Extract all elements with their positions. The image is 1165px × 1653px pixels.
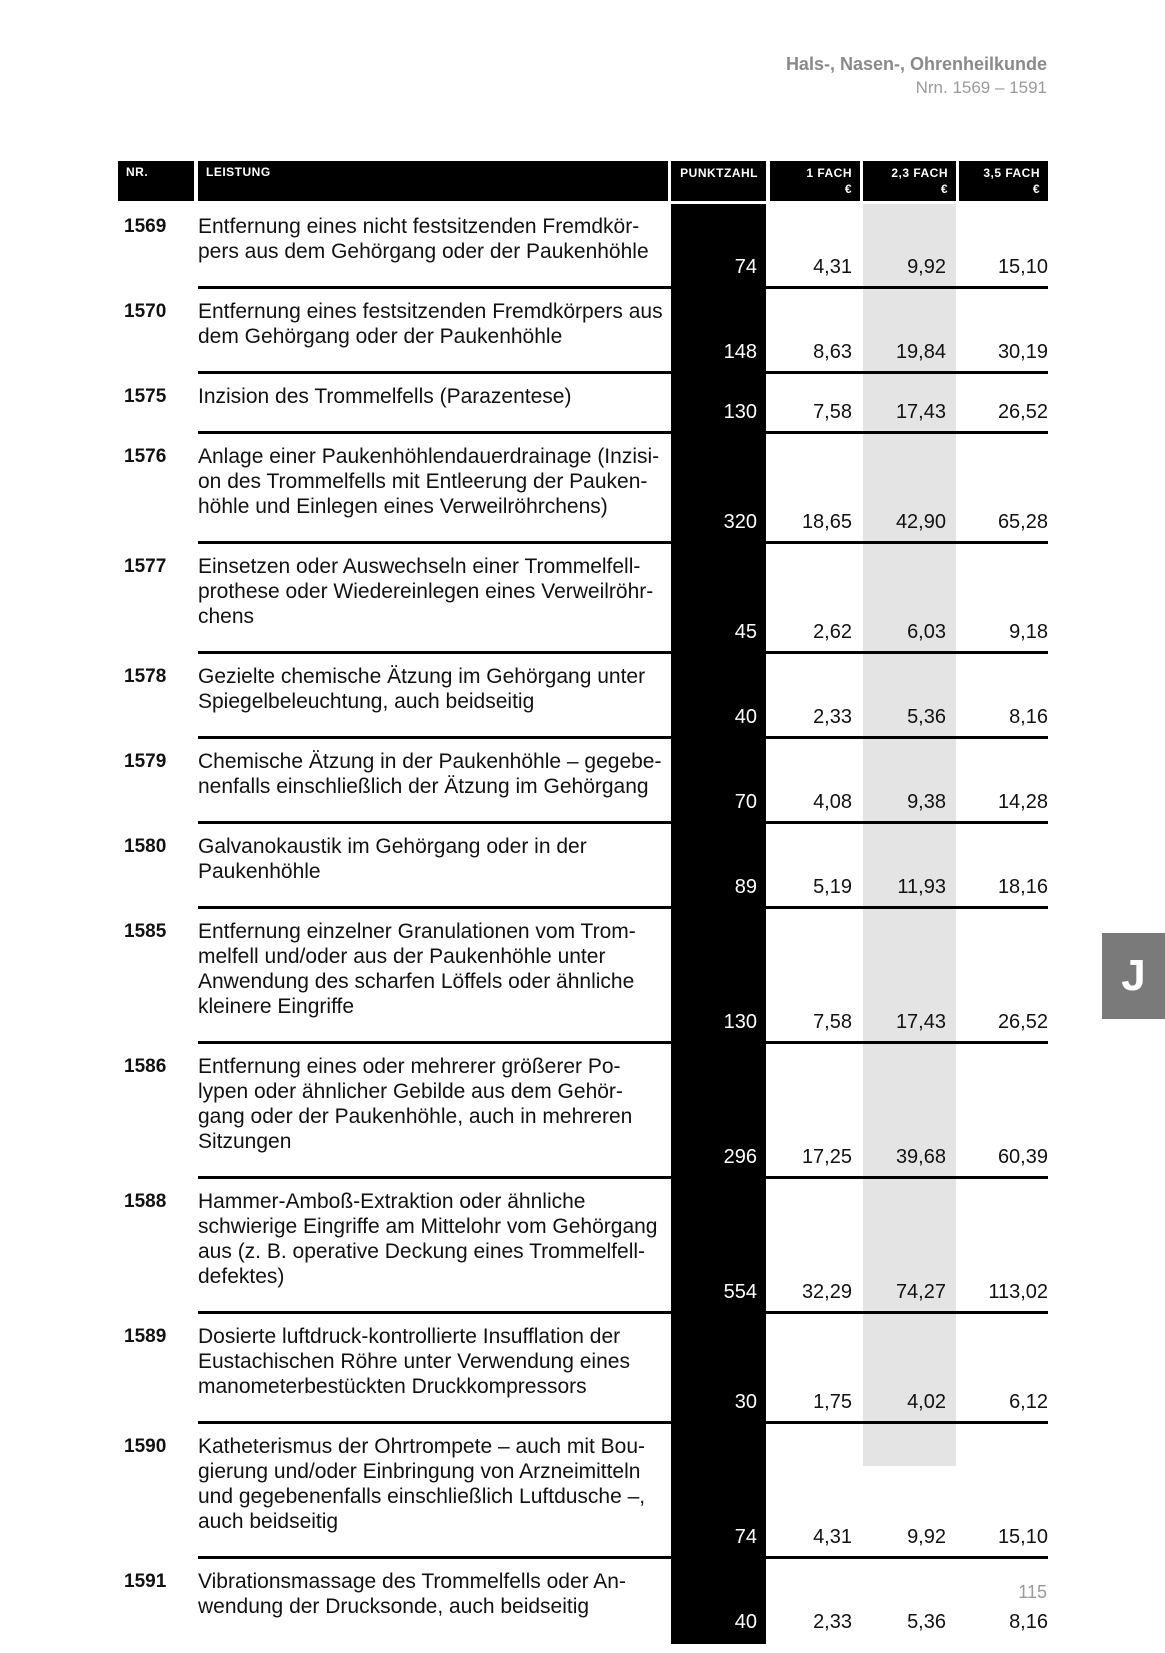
chapter-range: Nrn. 1569 – 1591 <box>915 78 1047 97</box>
fach-1-value: 4,31 <box>813 1526 852 1548</box>
row-description <box>198 214 668 264</box>
table-row <box>0 289 1165 374</box>
fach-1-value: 2,62 <box>813 621 852 643</box>
description-line: manometerbestückten Druckkompressors <box>198 1375 587 1398</box>
punktzahl-value: 70 <box>734 791 757 813</box>
description-line: prothese oder Wiedereinlegen eines Verweilröhr- <box>198 580 654 603</box>
fach-3-5-value: 14,28 <box>997 791 1048 813</box>
chapter-tab: J <box>1102 933 1165 1019</box>
row-number: 1575 <box>124 386 167 407</box>
row-number: 1576 <box>124 446 167 467</box>
fach-3-5-value: 65,28 <box>997 511 1048 533</box>
fach-3-5-value: 9,18 <box>1009 621 1048 643</box>
description-line: Entfernung eines festsitzenden Fremdkörpers aus <box>198 300 663 323</box>
description-line: schwierige Eingriffe am Mittelohr vom Gehörgang <box>198 1215 658 1238</box>
row-number: 1580 <box>124 836 167 857</box>
row-number: 1589 <box>124 1326 167 1347</box>
fach-2-3-value: 74,27 <box>895 1281 946 1303</box>
fach-1-value: 18,65 <box>801 511 852 533</box>
row-number: 1586 <box>124 1056 167 1077</box>
description-line: Anlage einer Paukenhöhlendauerdrainage (Inzisi- <box>198 445 660 468</box>
description-line: Sitzungen <box>198 1130 292 1153</box>
description-line: höhle und Einlegen eines Verweilröhrchens) <box>198 495 608 518</box>
fach-1-value: 5,19 <box>813 876 852 898</box>
fach-1-value: 8,63 <box>813 341 852 363</box>
fach-1-value: 32,29 <box>801 1281 852 1303</box>
fach-3-5-value: 30,19 <box>997 341 1048 363</box>
fach-1-value: 1,75 <box>813 1391 852 1413</box>
punktzahl-value: 320 <box>723 511 757 533</box>
fach-2-3-value: 39,68 <box>895 1146 946 1168</box>
description-line: Chemische Ätzung in der Paukenhöhle – gegebe- <box>198 750 662 773</box>
description-line: Hammer-Amboß-Extraktion oder ähnliche <box>198 1190 586 1213</box>
row-description <box>198 1434 668 1534</box>
header-1-fach <box>770 161 860 201</box>
fach-2-3-value: 4,02 <box>907 1391 946 1413</box>
description-line: nenfalls einschließlich der Ätzung im Gehörgang <box>198 775 649 798</box>
description-line: auch beidseitig <box>198 1510 339 1533</box>
description-line: lypen oder ähnlicher Gebilde aus dem Gehör- <box>198 1080 623 1103</box>
fach-2-3-value: 17,43 <box>895 401 946 423</box>
page-number: 115 <box>1018 1582 1047 1602</box>
row-number: 1577 <box>124 556 167 577</box>
description-line: melfell und/oder aus der Paukenhöhle unter <box>198 945 606 968</box>
row-number: 1570 <box>124 301 167 322</box>
fach-2-3-value: 42,90 <box>895 511 946 533</box>
fach-3-5-value: 26,52 <box>997 401 1048 423</box>
description-line: gang oder der Paukenhöhle, auch in mehreren <box>198 1105 633 1128</box>
header-3-5-fach-currency: € <box>1032 182 1040 196</box>
fach-3-5-value: 8,16 <box>1009 1611 1048 1633</box>
punktzahl-value: 296 <box>723 1146 757 1168</box>
fach-2-3-value: 5,36 <box>907 706 946 728</box>
table-row <box>0 1179 1165 1314</box>
fach-2-3-value: 9,92 <box>907 256 946 278</box>
table-row <box>0 374 1165 434</box>
table-row <box>0 824 1165 909</box>
description-line: Dosierte luftdruck-kontrollierte Insufflation der <box>198 1325 621 1348</box>
fach-1-value: 7,58 <box>813 1011 852 1033</box>
fach-2-3-value: 19,84 <box>895 341 946 363</box>
row-number: 1569 <box>124 216 167 237</box>
punktzahl-value: 74 <box>734 256 757 278</box>
chapter-title: Hals-, Nasen-, Ohrenheilkunde <box>785 54 1047 74</box>
fach-3-5-value: 6,12 <box>1009 1391 1048 1413</box>
description-line: Paukenhöhle <box>198 860 321 883</box>
fach-1-value: 17,25 <box>801 1146 852 1168</box>
row-description <box>198 444 668 519</box>
description-line: Eustachischen Röhre unter Verwendung eines <box>198 1350 630 1373</box>
header-nr: NR. <box>118 161 194 201</box>
description-line: chens <box>198 605 255 628</box>
description-line: aus (z. B. operative Deckung eines Trommelfell- <box>198 1240 646 1263</box>
fach-3-5-value: 8,16 <box>1009 706 1048 728</box>
table-row <box>0 909 1165 1044</box>
row-description <box>198 1324 668 1399</box>
description-line: pers aus dem Gehörgang oder der Paukenhöhle <box>198 240 649 263</box>
description-line: Inzision des Trommelfells (Parazentese) <box>198 385 572 408</box>
header-3-5-fach-label: 3,5 FACH <box>983 166 1040 180</box>
table-row <box>0 204 1165 289</box>
header-1-fach-label: 1 FACH <box>806 166 852 180</box>
description-line: und gegebenenfalls einschließlich Luftdusche –, <box>198 1485 646 1508</box>
fach-2-3-value: 6,03 <box>907 621 946 643</box>
table-row <box>0 1044 1165 1179</box>
description-line: on des Trommelfells mit Entleerung der Pauken- <box>198 470 648 493</box>
table-row <box>0 739 1165 824</box>
row-description <box>198 834 668 884</box>
fach-3-5-value: 26,52 <box>997 1011 1048 1033</box>
description-line: Gezielte chemische Ätzung im Gehörgang unter <box>198 665 646 688</box>
fach-3-5-value: 15,10 <box>997 256 1048 278</box>
description-line: Katheterismus der Ohrtrompete – auch mit Bou- <box>198 1435 646 1458</box>
page-header <box>786 52 1047 100</box>
row-number: 1579 <box>124 751 167 772</box>
row-number: 1588 <box>124 1191 167 1212</box>
punktzahl-value: 30 <box>734 1391 757 1413</box>
row-description <box>198 749 668 799</box>
header-2-3-fach-currency: € <box>940 182 948 196</box>
punktzahl-value: 40 <box>734 1611 757 1633</box>
fach-2-3-value: 17,43 <box>895 1011 946 1033</box>
description-line: Anwendung des scharfen Löffels oder ähnliche <box>198 970 635 993</box>
header-leistung: LEISTUNG <box>198 161 668 201</box>
row-description <box>198 1569 668 1619</box>
header-punktzahl-label: PUNKTZAHL <box>680 166 758 180</box>
table-row <box>0 654 1165 739</box>
punktzahl-value: 130 <box>723 1011 757 1033</box>
description-line: Einsetzen oder Auswechseln einer Trommelfell- <box>198 555 641 578</box>
header-1-fach-currency: € <box>844 182 852 196</box>
fach-2-3-value: 9,38 <box>907 791 946 813</box>
punktzahl-value: 89 <box>734 876 757 898</box>
fach-1-value: 4,08 <box>813 791 852 813</box>
fach-1-value: 2,33 <box>813 1611 852 1633</box>
description-line: kleinere Eingriffe <box>198 995 355 1018</box>
fach-3-5-value: 15,10 <box>997 1526 1048 1548</box>
row-number: 1590 <box>124 1436 167 1457</box>
row-number: 1578 <box>124 666 167 687</box>
table-row <box>0 1424 1165 1559</box>
description-line: defektes) <box>198 1265 285 1288</box>
description-line: Entfernung eines oder mehrerer größerer Po- <box>198 1055 621 1078</box>
punktzahl-value: 40 <box>734 706 757 728</box>
fach-3-5-value: 60,39 <box>997 1146 1048 1168</box>
header-2-3-fach <box>863 161 956 201</box>
fach-3-5-value: 113,02 <box>988 1281 1048 1303</box>
fach-1-value: 2,33 <box>813 706 852 728</box>
row-description <box>198 554 668 629</box>
table-row <box>0 434 1165 544</box>
row-description <box>198 1054 668 1154</box>
fach-2-3-value: 9,92 <box>907 1526 946 1548</box>
punktzahl-value: 130 <box>723 401 757 423</box>
table-row <box>0 544 1165 654</box>
punktzahl-value: 74 <box>734 1526 757 1548</box>
row-description <box>198 1189 668 1289</box>
row-description <box>198 664 668 714</box>
punktzahl-value: 148 <box>723 341 757 363</box>
row-number: 1585 <box>124 921 167 942</box>
description-line: Entfernung eines nicht festsitzenden Fremdkör- <box>198 215 640 238</box>
description-line: Entfernung einzelner Granulationen vom Trom- <box>198 920 636 943</box>
header-2-3-fach-label: 2,3 FACH <box>891 166 948 180</box>
description-line: gierung und/oder Einbringung von Arzneimitteln <box>198 1460 641 1483</box>
table-row <box>0 1559 1165 1644</box>
punktzahl-value: 554 <box>723 1281 757 1303</box>
fach-2-3-value: 11,93 <box>897 876 946 898</box>
description-line: wendung der Drucksonde, auch beidseitig <box>198 1595 590 1618</box>
row-description <box>198 299 668 349</box>
fach-2-3-value: 5,36 <box>907 1611 946 1633</box>
fach-3-5-value: 18,16 <box>997 876 1048 898</box>
description-line: dem Gehörgang oder der Paukenhöhle <box>198 325 563 348</box>
description-line: Vibrationsmassage des Trommelfells oder An- <box>198 1570 626 1593</box>
punktzahl-value: 45 <box>734 621 757 643</box>
row-description <box>198 384 668 409</box>
row-description <box>198 919 668 1019</box>
table-row <box>0 1314 1165 1424</box>
description-line: Galvanokaustik im Gehörgang oder in der <box>198 835 587 858</box>
description-line: Spiegelbeleuchtung, auch beidseitig <box>198 690 535 713</box>
header-punktzahl <box>671 161 766 201</box>
fach-1-value: 4,31 <box>813 256 852 278</box>
fach-1-value: 7,58 <box>813 401 852 423</box>
row-number: 1591 <box>124 1571 167 1592</box>
header-3-5-fach <box>959 161 1048 201</box>
